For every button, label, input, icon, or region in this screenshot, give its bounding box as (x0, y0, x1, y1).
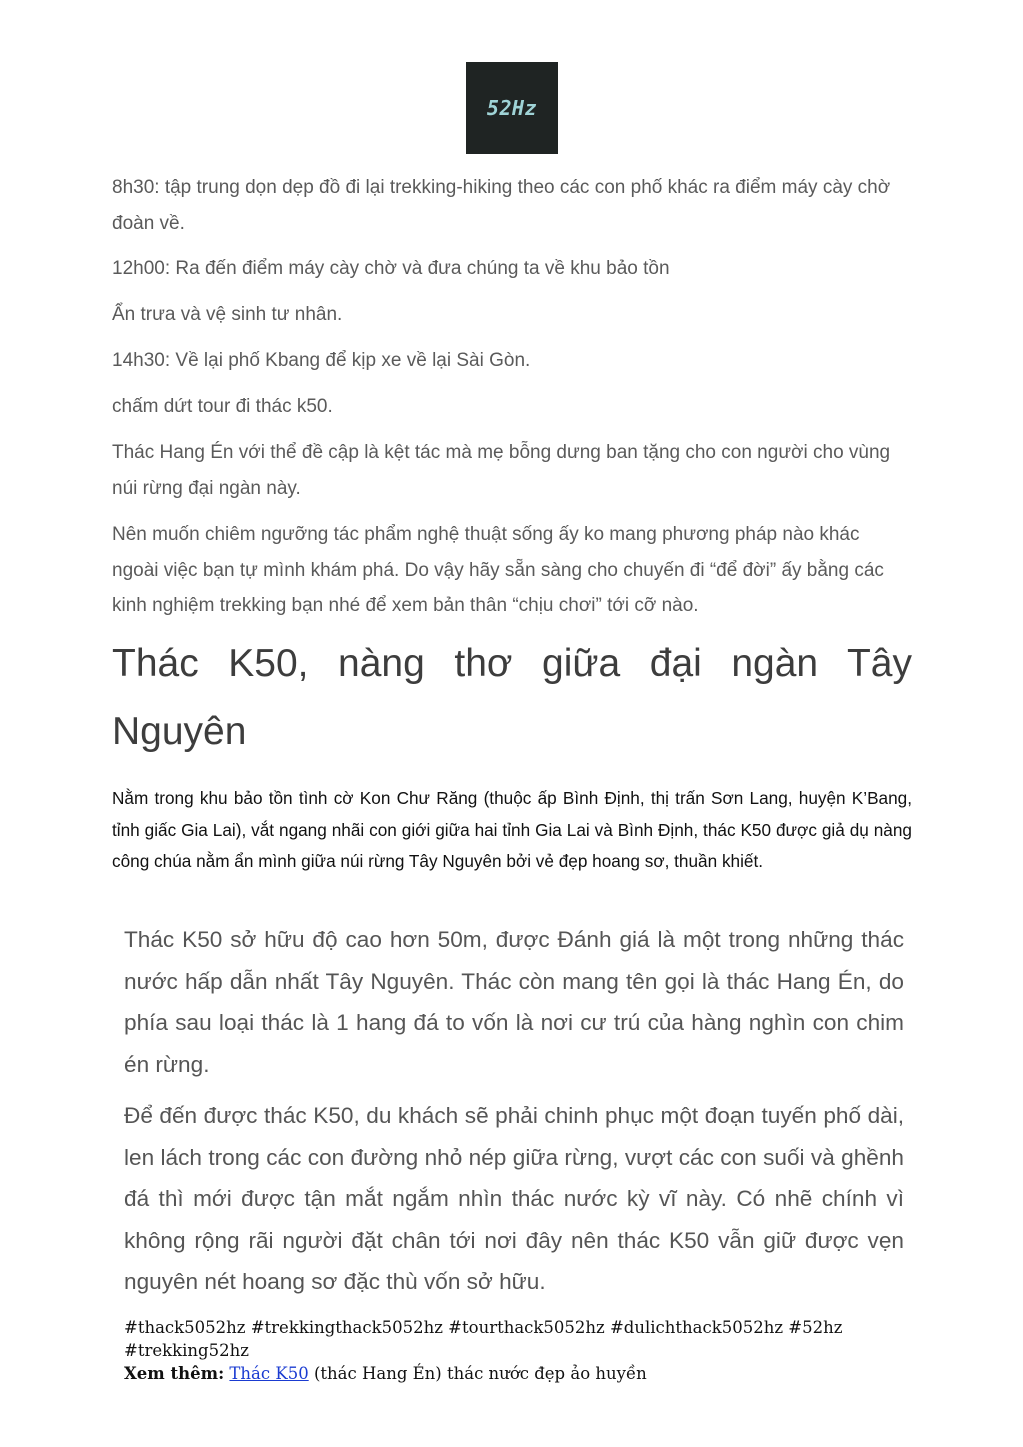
logo-text: 52Hz (486, 96, 538, 120)
paragraph-explore: Nên muốn chiêm ngưỡng tác phẩm nghệ thuật sống ấy ko mang phương pháp nào khác ngoài việc bạn tự mình khám phá. Do vậy hãy sẵn sàng cho chuyến đi “để đời” ấy bằng các kinh nghiệm trekking bạn nhé để xem bản thân “chịu chơi” tới cỡ nào. (112, 524, 884, 616)
logo (466, 62, 558, 154)
hashtags: #thack5052hz #trekkingthack5052hz #tourthack5052hz #dulichthack5052hz #52hz #trekking52hz (124, 1318, 843, 1360)
paragraph-schedule-1430: 14h30: Về lại phố Kbang để kịp xe về lại Sài Gòn. (112, 350, 531, 371)
paragraph-tour-end: chấm dứt tour đi thác k50. (112, 396, 333, 417)
section-heading: Thác K50, nàng thơ giữa đại ngàn Tây Nguyên (112, 642, 912, 753)
intro-paragraph: Nằm trong khu bảo tồn tình cờ Kon Chư Răng (thuộc ấp Bình Định, thị trấn Sơn Lang, huyện K’Bang, tỉnh giấc Gia Lai), vắt ngang nhãi con giới giữa hai tỉnh Gia Lai và Bình Định, thác K50 được giả dụ nàng công chúa nằm ẩn mình giữa núi rừng Tây Nguyên bởi vẻ đẹp hoang sơ, thuần khiết. (112, 788, 912, 871)
body-paragraph-journey: Để đến được thác K50, du khách sẽ phải chinh phục một đoạn tuyến phố dài, len lách trong các con đường nhỏ nép giữa rừng, vượt các con suối và ghềnh đá thì mới được tận mắt ngắm nhìn thác nước kỳ vĩ này. Có nhẽ chính vì không rộng rãi người đặt chân tới nơi đây nên thác K50 vẫn giữ được vẹn nguyên nét hoang sơ đặc thù vốn sở hữu. (124, 1103, 904, 1294)
see-more-link[interactable]: Thác K50 (229, 1364, 309, 1383)
see-more-rest: (thác Hang Én) thác nước đẹp ảo huyền (308, 1364, 647, 1383)
body-paragraph-height: Thác K50 sở hữu độ cao hơn 50m, được Đánh giá là một trong những thác nước hấp dẫn nhất Tây Nguyên. Thác còn mang tên gọi là thác Hang Én, do phía sau loại thác là 1 hang đá to vốn là nơi cư trú của hàng nghìn con chim én rừng. (124, 927, 904, 1077)
see-more-label: Xem thêm: (124, 1364, 225, 1383)
see-more-line (124, 1362, 914, 1386)
paragraph-schedule-1200: 12h00: Ra đến điểm máy cày chờ và đưa chúng ta về khu bảo tồn (112, 258, 670, 279)
paragraph-lunch: Ẩn trưa và vệ sinh tư nhân. (112, 304, 343, 325)
paragraph-schedule-0830: 8h30: tập trung dọn dẹp đồ đi lại trekking-hiking theo các con phố khác ra điểm máy cày chờ đoàn về. (112, 177, 891, 234)
paragraph-hang-en: Thác Hang Én với thể đề cập là kệt tác mà mẹ bỗng dưng ban tặng cho con người cho vùng núi rừng đại ngàn này. (112, 442, 891, 499)
